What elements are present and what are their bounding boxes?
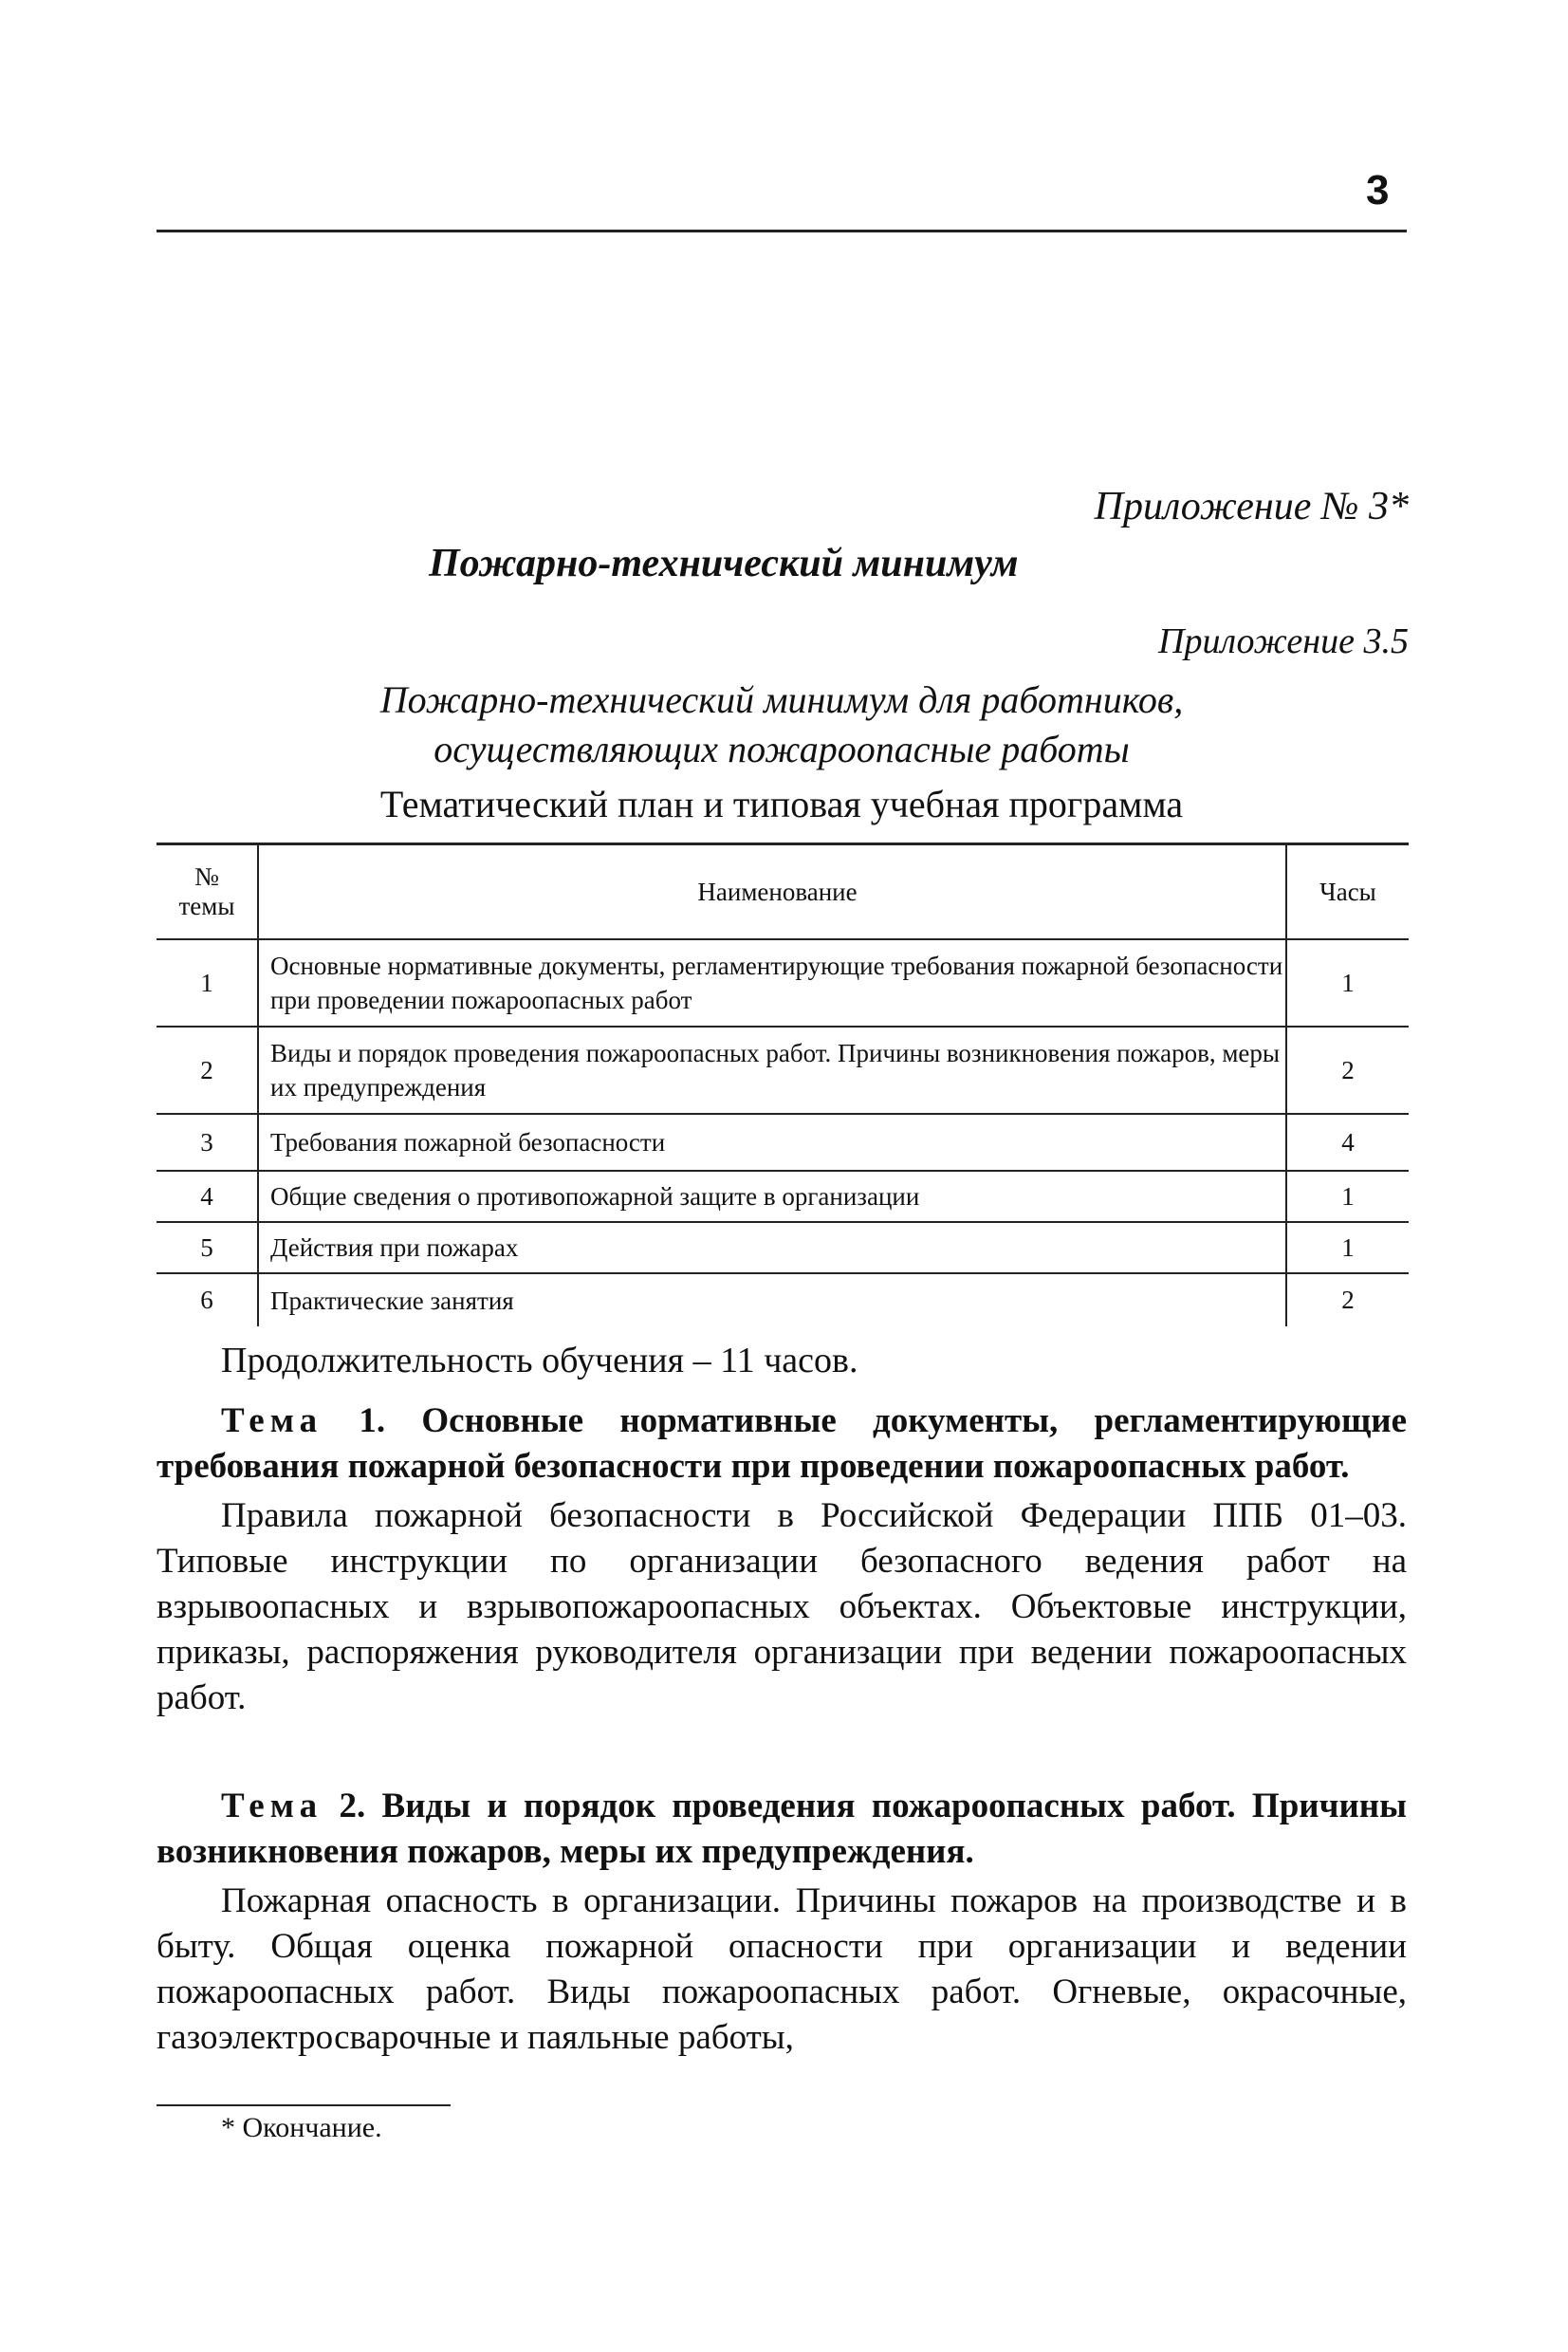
topic-name: Действия при пожарах [258, 1222, 1286, 1273]
topic-name: Общие сведения о противопожарной защите в организации [258, 1171, 1286, 1222]
topic-hours: 4 [1286, 1114, 1409, 1171]
topic-number: 4 [157, 1171, 258, 1222]
topic-section-1 [157, 1398, 1407, 1721]
topic-number: 5 [157, 1222, 258, 1273]
table-row [157, 1114, 1409, 1171]
page-number: 3 [1366, 167, 1390, 213]
appendix-number: Приложение № 3* [1094, 485, 1409, 528]
topic-heading-text: 1. Основные нормативные документы, регламентирующие требования пожарной безопасности при проведении пожароопасных работ. [157, 1401, 1407, 1486]
topic-heading [157, 1784, 1407, 1875]
topic-hours: 2 [1286, 1027, 1409, 1114]
footnote-rule [157, 2104, 451, 2106]
topic-label: Тема [221, 1787, 323, 1825]
topic-hours: 1 [1286, 1222, 1409, 1273]
header-num-symbol: № [194, 862, 219, 891]
table-row [157, 1027, 1409, 1114]
header-rule [157, 230, 1407, 232]
topic-heading [157, 1398, 1407, 1490]
header-hours: Часы [1286, 844, 1409, 940]
thematic-plan-table [157, 843, 1409, 1326]
page-title-text: Пожарно-технический минимум [429, 542, 1019, 585]
topic-number: 3 [157, 1114, 258, 1171]
table-header-row [157, 844, 1409, 940]
header-topic-number [157, 844, 258, 940]
table-row [157, 1273, 1409, 1326]
topic-number: 2 [157, 1027, 258, 1114]
header-num-label: темы [178, 892, 235, 920]
topic-name: Практические занятия [258, 1273, 1286, 1326]
topic-number: 1 [157, 939, 258, 1027]
topic-hours: 1 [1286, 1171, 1409, 1222]
plan-title: Тематический план и типовая учебная программа [379, 783, 1184, 825]
page-title [0, 541, 1568, 586]
subtitle [157, 676, 1407, 774]
subtitle-line-1: Пожарно-технический минимум для работников, [379, 678, 1184, 721]
table-row [157, 1171, 1409, 1222]
topic-name: Виды и порядок проведения пожароопасных работ. Причины возникновения пожаров, меры их предупреждения [258, 1027, 1286, 1114]
topic-label: Тема [221, 1401, 323, 1440]
footnote: * Окончание. [221, 2112, 382, 2143]
topic-section-2 [157, 1784, 1407, 2061]
topic-hours: 1 [1286, 939, 1409, 1027]
topic-name: Требования пожарной безопасности [258, 1114, 1286, 1171]
topic-hours: 2 [1341, 1286, 1355, 1314]
table-row [157, 1222, 1409, 1273]
sub-appendix-number: Приложение 3.5 [1158, 621, 1409, 661]
training-duration: Продолжительность обучения – 11 часов. [221, 1341, 858, 1380]
subtitle-line-2: осуществляющих пожароопасные работы [434, 728, 1130, 770]
topic-body: Правила пожарной безопасности в Российской Федерации ППБ 01–03. Типовые инструкции по организации безопасного ведения работ на взрывоопасных и взрывопожароопасных объектах. Объектовые инструкции, приказы, распоряжения руководителя организации при ведении пожароопасных работ. [157, 1496, 1407, 1717]
header-name: Наименование [258, 844, 1286, 940]
topic-name: Основные нормативные документы, регламентирующие требования пожарной безопасности при проведении пожароопасных работ [258, 939, 1286, 1027]
topic-number: 6 [157, 1273, 258, 1326]
topic-heading-text: 2. Виды и порядок проведения пожароопасных работ. Причины возникновения пожаров, меры их предупреждения. [157, 1787, 1407, 1871]
topic-body: Пожарная опасность в организации. Причины пожаров на производстве и в быту. Общая оценка пожарной опасности при организации и ведении пожароопасных работ. Виды пожароопасных работ. Огневые, окрасочные, газоэлектросварочные и паяльные работы, [157, 1881, 1407, 2057]
table-row [157, 939, 1409, 1027]
